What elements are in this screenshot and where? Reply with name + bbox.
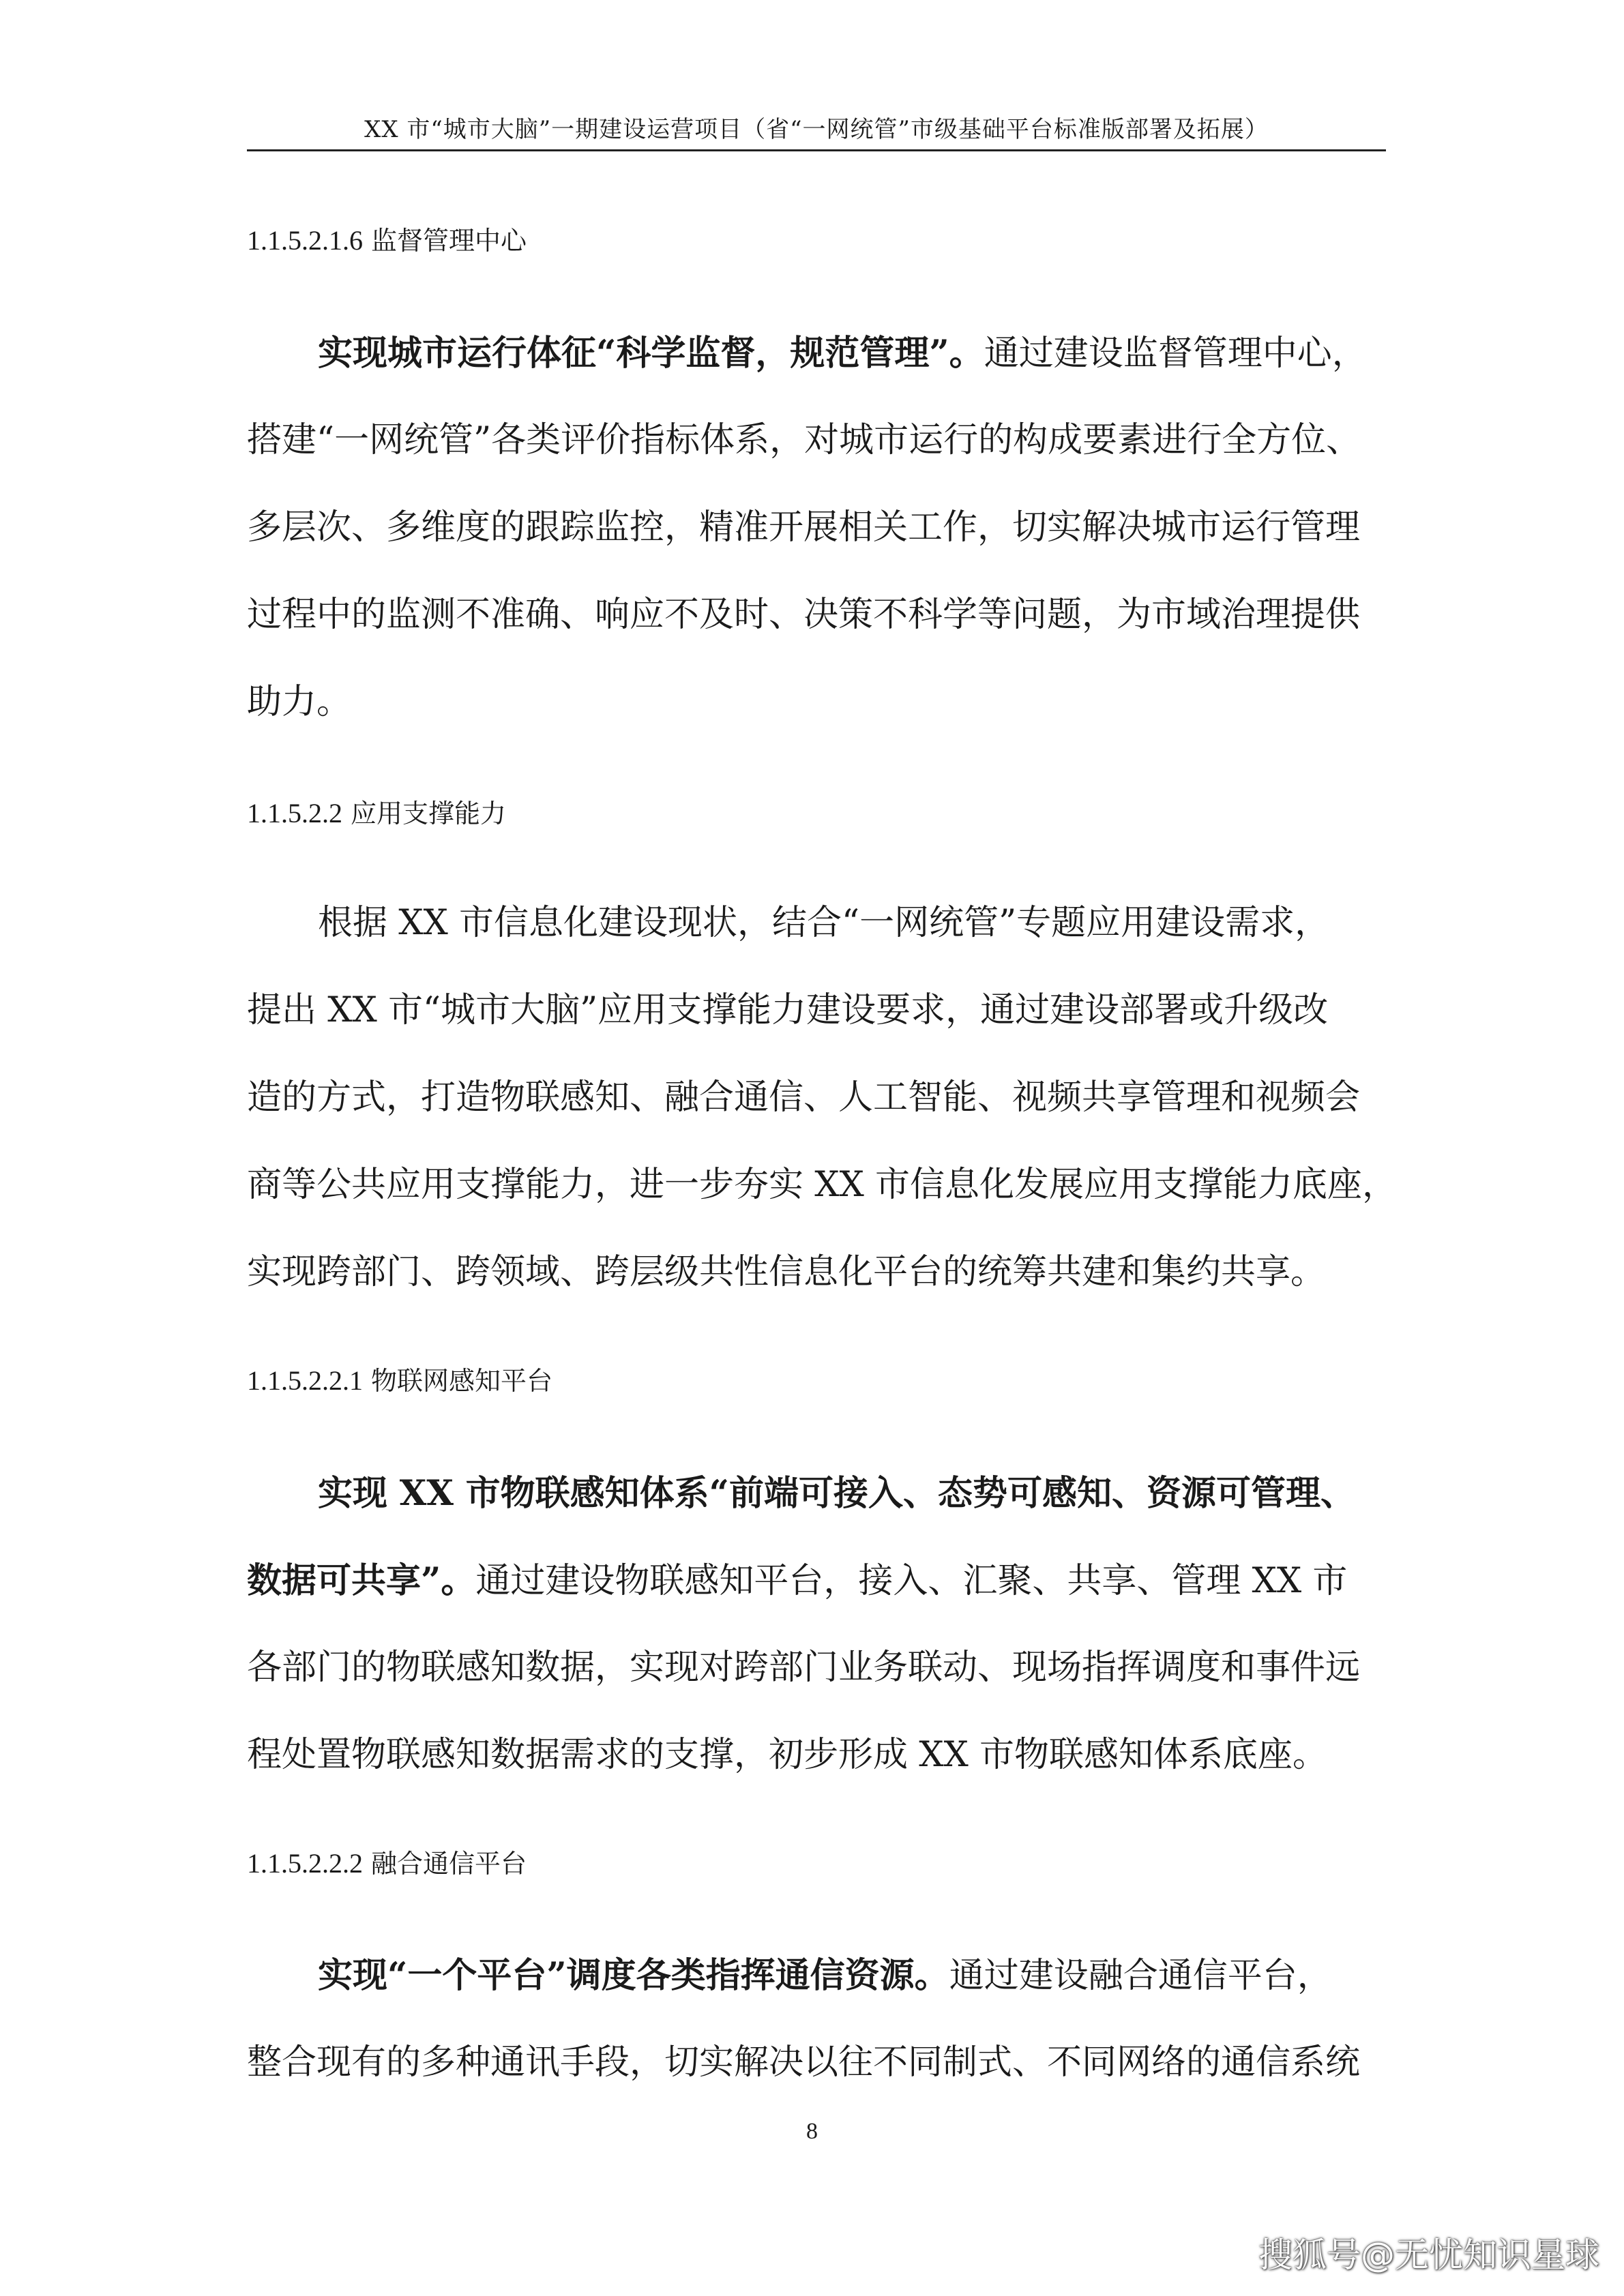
paragraph-line: 搭建“一网统管”各类评价指标体系，对城市运行的构成要素进行全方位、 — [247, 420, 1361, 460]
paragraph — [247, 310, 1400, 746]
emphasis-text: 实现城市运行体征“科学监督，规范管理”。 — [318, 333, 984, 374]
section-title: 监督管理中心 — [371, 226, 527, 256]
section-number: 1.1.5.2.1.6 — [247, 225, 363, 256]
section-heading — [247, 1843, 527, 1880]
section-heading — [247, 792, 506, 830]
running-header: XX 市“城市大脑”一期建设运营项目（省“一网统管”市级基础平台标准版部署及拓展） — [364, 116, 1269, 143]
page-number: 8 — [806, 2119, 818, 2144]
body-text: 通过建设融合通信平台， — [949, 1956, 1332, 1996]
paragraph-line: 造的方式，打造物联感知、融合通信、人工智能、视频共享管理和视频会 — [247, 1077, 1361, 1118]
paragraph-line: 提出 XX 市“城市大脑”应用支撑能力建设要求，通过建设部署或升级改 — [247, 990, 1329, 1030]
body-text: 通过建设物联感知平台，接入、汇聚、共享、管理 XX 市 — [475, 1561, 1348, 1601]
section-title: 物联网感知平台 — [371, 1366, 553, 1396]
paragraph-line — [247, 1537, 1400, 1624]
paragraph-line: 各部门的物联感知数据，实现对跨部门业务联动、现场指挥调度和事件远 — [247, 1648, 1361, 1688]
section-heading — [247, 1360, 552, 1397]
paragraph-line: 过程中的监测不准确、响应不及时、决策不科学等问题，为市域治理提供 — [247, 595, 1361, 635]
paragraph-line: 商等公共应用支撑能力，进一步夯实 XX 市信息化发展应用支撑能力底座， — [247, 1165, 1398, 1205]
section-number: 1.1.5.2.2 — [247, 798, 342, 829]
section-heading — [247, 220, 527, 257]
paragraph-line — [247, 1450, 1400, 1537]
section-title: 融合通信平台 — [371, 1849, 527, 1879]
watermark: 搜狐号@无忧知识星球 — [1258, 2235, 1599, 2275]
paragraph-line: 助力。 — [247, 682, 352, 722]
section-number: 1.1.5.2.2.1 — [247, 1365, 363, 1396]
paragraph-line: 实现跨部门、跨领域、跨层级共性信息化平台的统筹共建和集约共享。 — [247, 1252, 1326, 1292]
header-rule — [247, 149, 1386, 151]
emphasis-text: 数据可共享”。 — [247, 1560, 476, 1601]
paragraph-line — [247, 1932, 1400, 2019]
emphasis-text: 实现“一个平台”调度各类指挥通信资源。 — [318, 1955, 949, 1996]
emphasis-text: 实现 XX 市物联感知体系“前端可接入、态势可感知、资源可管理、 — [318, 1473, 1355, 1514]
section-number: 1.1.5.2.2.2 — [247, 1848, 363, 1879]
body-text: 通过建设监督管理中心， — [984, 333, 1367, 374]
section-title: 应用支撑能力 — [351, 799, 507, 829]
paragraph-line — [247, 310, 1400, 397]
paragraph — [247, 1450, 1400, 1799]
paragraph-line: 整合现有的多种通讯手段，切实解决以往不同制式、不同网络的通信系统 — [247, 2042, 1361, 2083]
paragraph — [247, 880, 1400, 1316]
paragraph-line: 程处置物联感知数据需求的支撑，初步形成 XX 市物联感知体系底座。 — [247, 1735, 1328, 1775]
paragraph — [247, 1932, 1400, 2106]
paragraph-line: 多层次、多维度的跟踪监控，精准开展相关工作，切实解决城市运行管理 — [247, 507, 1361, 548]
paragraph-line: 根据 XX 市信息化建设现状，结合“一网统管”专题应用建设需求， — [318, 903, 1330, 943]
